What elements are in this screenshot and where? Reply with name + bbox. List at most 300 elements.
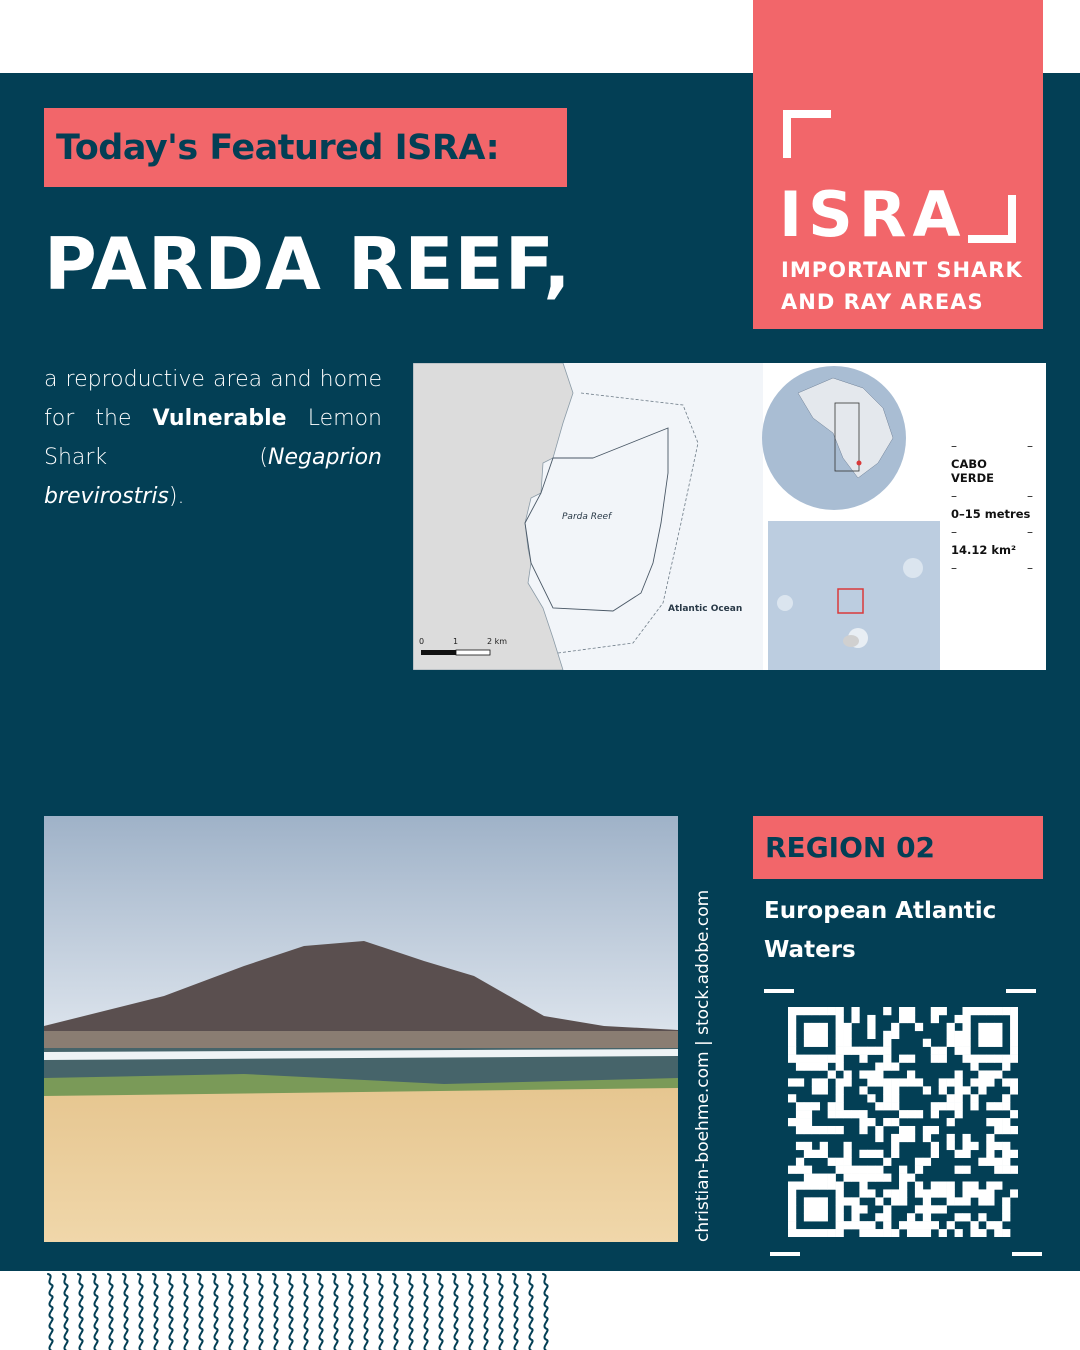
wave-line: [138, 1274, 143, 1350]
qr-module: [836, 1102, 844, 1110]
qr-module: [828, 1055, 836, 1063]
info-column: [951, 441, 1033, 573]
qr-module: [867, 1166, 875, 1174]
badge-name: ISRA: [779, 178, 967, 251]
qr-module: [931, 1110, 939, 1118]
qr-module: [836, 1031, 844, 1039]
qr-module: [788, 1189, 796, 1197]
qr-module: [923, 1134, 931, 1142]
qr-module: [962, 1031, 970, 1039]
wave-line: [453, 1274, 458, 1350]
divider: – –: [951, 489, 1033, 503]
inset-map: [768, 521, 940, 670]
qr-module: [1010, 1150, 1018, 1158]
qr-module: [844, 1166, 852, 1174]
qr-module: [1010, 1007, 1018, 1015]
wave-line: [288, 1274, 293, 1350]
qr-module: [994, 1221, 1002, 1229]
badge-subtitle-line2: AND RAY AREAS: [781, 290, 984, 314]
qr-module: [923, 1229, 931, 1237]
qr-module: [812, 1174, 820, 1182]
qr-module: [788, 1205, 796, 1213]
qr-module: [796, 1142, 804, 1150]
qr-module: [788, 1094, 796, 1102]
landscape-photo: [44, 816, 678, 1242]
qr-module: [875, 1150, 883, 1158]
wave-line: [93, 1274, 98, 1350]
qr-module: [986, 1118, 994, 1126]
qr-module: [836, 1047, 844, 1055]
qr-module: [947, 1181, 955, 1189]
wave-line: [348, 1274, 353, 1350]
qr-module: [891, 1197, 899, 1205]
qr-module: [875, 1197, 883, 1205]
qr-module: [867, 1047, 875, 1055]
qr-module: [859, 1126, 867, 1134]
qr-module: [859, 1229, 867, 1237]
qr-module: [788, 1055, 796, 1063]
wave-line: [333, 1274, 338, 1350]
qr-module: [820, 1150, 828, 1158]
qr-module: [875, 1070, 883, 1078]
mountain-beach-image: [44, 816, 678, 1242]
qr-module: [796, 1126, 804, 1134]
qr-module: [883, 1086, 891, 1094]
qr-module: [859, 1047, 867, 1055]
qr-module: [820, 1023, 828, 1031]
qr-module: [836, 1158, 844, 1166]
qr-module: [828, 1181, 836, 1189]
qr-module: [883, 1118, 891, 1126]
qr-module: [804, 1205, 812, 1213]
wave-line: [213, 1274, 218, 1350]
wave-line: [438, 1274, 443, 1350]
qr-module: [867, 1189, 875, 1197]
qr-module: [788, 1213, 796, 1221]
qr-module: [812, 1150, 820, 1158]
area-map: [413, 363, 1046, 670]
qr-module: [907, 1134, 915, 1142]
qr-module: [859, 1070, 867, 1078]
qr-module: [867, 1078, 875, 1086]
qr-module: [986, 1023, 994, 1031]
qr-module: [986, 1134, 994, 1142]
qr-module: [970, 1189, 978, 1197]
qr-module: [1010, 1023, 1018, 1031]
qr-module: [851, 1166, 859, 1174]
qr-module: [828, 1007, 836, 1015]
qr-module: [867, 1174, 875, 1182]
qr-module: [812, 1023, 820, 1031]
qr-module: [994, 1102, 1002, 1110]
badge-subtitle-line1: IMPORTANT SHARK: [781, 258, 1023, 282]
qr-module: [907, 1126, 915, 1134]
qr-module: [899, 1007, 907, 1015]
wave-line: [168, 1274, 173, 1350]
qr-module: [955, 1102, 963, 1110]
qr-module: [915, 1023, 923, 1031]
qr-module: [947, 1142, 955, 1150]
bracket-bottom-right-icon: [1012, 1252, 1042, 1256]
qr-module: [1002, 1102, 1010, 1110]
qr-module: [891, 1094, 899, 1102]
qr-module: [851, 1205, 859, 1213]
qr-module: [844, 1174, 852, 1182]
qr-module: [804, 1102, 812, 1110]
qr-module: [986, 1039, 994, 1047]
qr-module: [812, 1007, 820, 1015]
qr-module: [994, 1158, 1002, 1166]
qr-module: [804, 1197, 812, 1205]
qr-module: [875, 1213, 883, 1221]
qr-module: [836, 1126, 844, 1134]
wave-pattern-icon: [44, 1272, 564, 1350]
qr-module: [955, 1094, 963, 1102]
qr-module: [820, 1055, 828, 1063]
wave-line: [363, 1274, 368, 1350]
qr-module: [891, 1134, 899, 1142]
qr-module: [962, 1086, 970, 1094]
qr-module: [931, 1142, 939, 1150]
qr-module: [939, 1205, 947, 1213]
qr-module: [883, 1158, 891, 1166]
qr-module: [859, 1086, 867, 1094]
wave-line: [468, 1274, 473, 1350]
qr-module: [962, 1189, 970, 1197]
qr-module: [994, 1166, 1002, 1174]
wave-line: [318, 1274, 323, 1350]
qr-module: [875, 1102, 883, 1110]
qr-module: [978, 1078, 986, 1086]
qr-module: [1002, 1126, 1010, 1134]
qr-module: [978, 1213, 986, 1221]
qr-module: [939, 1189, 947, 1197]
qr-module: [939, 1078, 947, 1086]
qr-module: [851, 1047, 859, 1055]
wave-line: [483, 1274, 488, 1350]
qr-module: [828, 1158, 836, 1166]
qr-module: [844, 1110, 852, 1118]
qr-module: [899, 1174, 907, 1182]
qr-module: [970, 1142, 978, 1150]
photo-credit: christian-boehme.com | stock.adobe.com: [693, 889, 713, 1242]
qr-module: [883, 1205, 891, 1213]
qr-module: [1002, 1229, 1010, 1237]
qr-module: [915, 1229, 923, 1237]
qr-module: [836, 1055, 844, 1063]
qr-module: [836, 1221, 844, 1229]
qr-module: [796, 1007, 804, 1015]
qr-module: [1002, 1205, 1010, 1213]
qr-module: [994, 1070, 1002, 1078]
qr-module: [883, 1007, 891, 1015]
qr-module: [947, 1078, 955, 1086]
qr-module: [804, 1229, 812, 1237]
qr-module: [907, 1070, 915, 1078]
qr-module: [931, 1150, 939, 1158]
qr-module: [836, 1007, 844, 1015]
qr-module: [812, 1229, 820, 1237]
qr-module: [955, 1078, 963, 1086]
qr-module: [812, 1126, 820, 1134]
wave-line: [123, 1274, 128, 1350]
qr-module: [883, 1229, 891, 1237]
qr-module: [923, 1197, 931, 1205]
qr-module: [899, 1110, 907, 1118]
qr-module: [899, 1055, 907, 1063]
qr-module: [836, 1197, 844, 1205]
qr-module: [796, 1055, 804, 1063]
qr-module: [931, 1126, 939, 1134]
wave-line: [498, 1274, 503, 1350]
featured-label: Today's Featured ISRA:: [56, 127, 500, 168]
qr-module: [907, 1213, 915, 1221]
isra-logo-badge: [753, 0, 1043, 329]
qr-module: [875, 1126, 883, 1134]
qr-module: [820, 1039, 828, 1047]
qr-module: [844, 1221, 852, 1229]
qr-module: [915, 1205, 923, 1213]
qr-module: [883, 1055, 891, 1063]
qr-module: [836, 1086, 844, 1094]
qr-module: [796, 1078, 804, 1086]
qr-module: [804, 1126, 812, 1134]
qr-module: [788, 1047, 796, 1055]
qr-module: [962, 1197, 970, 1205]
qr-module: [955, 1070, 963, 1078]
qr-module: [828, 1110, 836, 1118]
qr-module: [970, 1055, 978, 1063]
qr-module: [1002, 1055, 1010, 1063]
qr-module: [820, 1229, 828, 1237]
qr-module: [1002, 1213, 1010, 1221]
qr-module: [1002, 1142, 1010, 1150]
qr-module: [978, 1031, 986, 1039]
qr-module: [907, 1015, 915, 1023]
intro-text-part1: a reproductive area and home for the: [44, 367, 382, 431]
qr-module: [867, 1150, 875, 1158]
wave-line: [543, 1274, 548, 1350]
qr-module: [978, 1158, 986, 1166]
qr-module: [851, 1110, 859, 1118]
qr-module: [915, 1181, 923, 1189]
qr-module: [859, 1189, 867, 1197]
divider: – –: [951, 561, 1033, 575]
qr-module: [1010, 1166, 1018, 1174]
qr-module: [899, 1015, 907, 1023]
qr-module: [955, 1039, 963, 1047]
wave-line: [108, 1274, 113, 1350]
qr-module: [962, 1015, 970, 1023]
qr-module: [844, 1197, 852, 1205]
qr-module: [970, 1094, 978, 1102]
qr-module: [820, 1126, 828, 1134]
qr-module: [859, 1118, 867, 1126]
qr-module: [931, 1047, 939, 1055]
qr-module: [962, 1047, 970, 1055]
qr-module: [812, 1197, 820, 1205]
qr-module: [836, 1166, 844, 1174]
qr-module: [836, 1213, 844, 1221]
qr-module: [955, 1150, 963, 1158]
qr-module: [907, 1110, 915, 1118]
qr-module: [788, 1221, 796, 1229]
qr-module: [986, 1158, 994, 1166]
qr-module: [820, 1063, 828, 1071]
qr-module: [875, 1229, 883, 1237]
qr-module: [844, 1023, 852, 1031]
qr-module: [891, 1031, 899, 1039]
qr-module: [836, 1063, 844, 1071]
qr-module: [907, 1078, 915, 1086]
scale-label-0: 0: [419, 637, 425, 646]
qr-module: [788, 1015, 796, 1023]
qr-module: [986, 1031, 994, 1039]
status-vulnerable: Vulnerable: [152, 406, 287, 431]
badge-subtitle: [781, 254, 1023, 318]
qr-module: [955, 1197, 963, 1205]
map-area-label: Parda Reef: [562, 512, 612, 522]
qr-module: [955, 1213, 963, 1221]
wave-line: [528, 1274, 533, 1350]
qr-module: [947, 1197, 955, 1205]
qr-module: [899, 1134, 907, 1142]
region-label-box: [753, 816, 1043, 879]
qr-module: [788, 1007, 796, 1015]
qr-module: [828, 1229, 836, 1237]
wave-line: [153, 1274, 158, 1350]
qr-module: [923, 1213, 931, 1221]
qr-module: [788, 1078, 796, 1086]
qr-module: [836, 1094, 844, 1102]
qr-module: [851, 1221, 859, 1229]
qr-module: [907, 1055, 915, 1063]
qr-module: [844, 1039, 852, 1047]
qr-module: [891, 1023, 899, 1031]
qr-module: [788, 1039, 796, 1047]
qr-module: [955, 1015, 963, 1023]
qr-module: [859, 1150, 867, 1158]
wave-line: [378, 1274, 383, 1350]
qr-module: [947, 1023, 955, 1031]
qr-module: [867, 1015, 875, 1023]
qr-module: [962, 1023, 970, 1031]
qr-module: [883, 1063, 891, 1071]
qr-module: [883, 1094, 891, 1102]
qr-module: [962, 1007, 970, 1015]
qr-module: [970, 1102, 978, 1110]
qr-module: [915, 1221, 923, 1229]
scale-label-2: 2 km: [487, 637, 508, 646]
country-label: CABO VERDE: [951, 457, 995, 485]
qr-module: [994, 1126, 1002, 1134]
qr-module: [804, 1213, 812, 1221]
wave-line: [78, 1274, 83, 1350]
qr-module: [915, 1189, 923, 1197]
qr-module: [994, 1007, 1002, 1015]
qr-module: [859, 1055, 867, 1063]
qr-code-icon[interactable]: [788, 1007, 1018, 1237]
qr-module: [931, 1007, 939, 1015]
qr-module: [891, 1078, 899, 1086]
qr-module: [836, 1189, 844, 1197]
qr-module: [915, 1166, 923, 1174]
qr-module: [970, 1007, 978, 1015]
qr-module: [986, 1055, 994, 1063]
qr-module: [1002, 1197, 1010, 1205]
qr-module: [939, 1102, 947, 1110]
qr-module: [899, 1166, 907, 1174]
qr-module: [1010, 1047, 1018, 1055]
qr-module: [931, 1055, 939, 1063]
qr-module: [1010, 1039, 1018, 1047]
qr-module: [962, 1142, 970, 1150]
qr-module: [851, 1015, 859, 1023]
qr-module: [804, 1181, 812, 1189]
qr-module: [820, 1213, 828, 1221]
qr-module: [923, 1205, 931, 1213]
wave-line: [258, 1274, 263, 1350]
qr-module: [891, 1142, 899, 1150]
region-name: European Atlantic Waters: [764, 898, 997, 963]
qr-module: [947, 1039, 955, 1047]
qr-module: [851, 1174, 859, 1182]
qr-module: [994, 1023, 1002, 1031]
bracket-top-left-icon: [764, 989, 794, 993]
qr-module: [804, 1118, 812, 1126]
wave-line: [228, 1274, 233, 1350]
qr-module: [859, 1181, 867, 1189]
qr-module: [1002, 1063, 1010, 1071]
wave-line: [63, 1274, 68, 1350]
qr-module: [923, 1039, 931, 1047]
qr-module: [947, 1031, 955, 1039]
qr-module: [915, 1078, 923, 1086]
qr-module: [812, 1031, 820, 1039]
qr-module: [859, 1110, 867, 1118]
qr-module: [939, 1229, 947, 1237]
qr-module: [836, 1181, 844, 1189]
qr-module: [970, 1063, 978, 1071]
qr-module: [1002, 1150, 1010, 1158]
qr-module: [836, 1205, 844, 1213]
qr-module: [883, 1221, 891, 1229]
qr-module: [788, 1166, 796, 1174]
beach: [44, 1088, 678, 1242]
qr-module: [994, 1118, 1002, 1126]
qr-module: [891, 1102, 899, 1110]
qr-module: [867, 1031, 875, 1039]
qr-module: [994, 1142, 1002, 1150]
qr-module: [994, 1031, 1002, 1039]
qr-module: [844, 1150, 852, 1158]
qr-module: [851, 1197, 859, 1205]
qr-module: [883, 1039, 891, 1047]
qr-module: [994, 1181, 1002, 1189]
qr-module: [836, 1039, 844, 1047]
qr-module: [899, 1197, 907, 1205]
qr-module: [947, 1118, 955, 1126]
qr-module: [788, 1031, 796, 1039]
qr-module: [812, 1102, 820, 1110]
qr-module: [947, 1134, 955, 1142]
qr-module: [931, 1189, 939, 1197]
qr-module: [962, 1039, 970, 1047]
qr-module: [796, 1181, 804, 1189]
qr-module: [828, 1070, 836, 1078]
qr-module: [891, 1086, 899, 1094]
qr-module: [986, 1142, 994, 1150]
